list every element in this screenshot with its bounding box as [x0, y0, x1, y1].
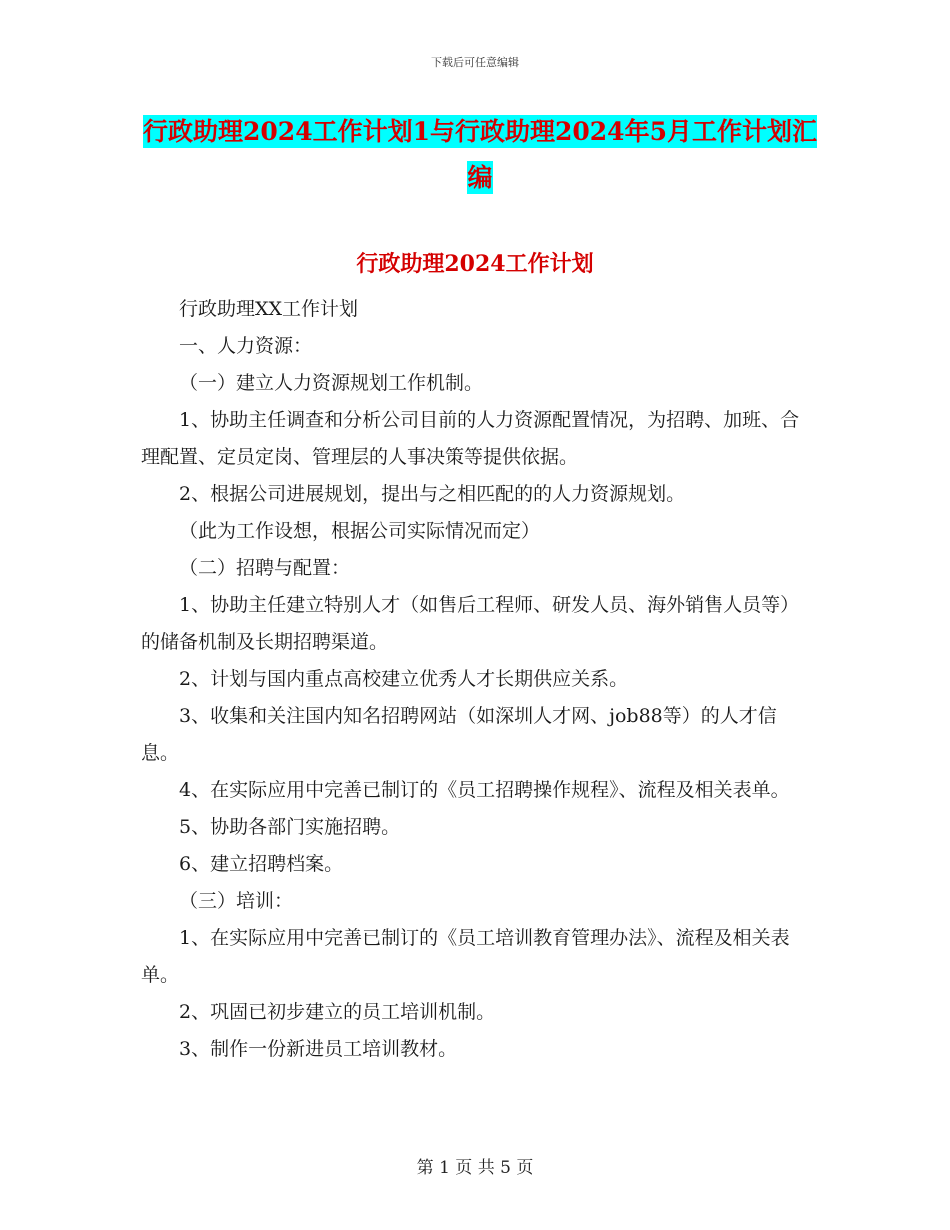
paragraph: （三）培训：: [179, 890, 294, 912]
paragraph: 4、在实际应用中完善已制订的《员工招聘操作规程》、流程及相关表单。: [179, 779, 790, 801]
paragraph: 3、制作一份新进员工培训教材。: [179, 1038, 458, 1060]
header-note: 下载后可任意编辑: [431, 56, 519, 69]
paragraph: 6、建立招聘档案。: [179, 853, 344, 875]
paragraph: 3、收集和关注国内知名招聘网站（如深圳人才网、job88等）的人才信息。: [141, 705, 777, 764]
section-title: 行政助理2024工作计划: [356, 251, 594, 277]
paragraph: 5、协助各部门实施招聘。: [179, 816, 401, 838]
document-title: [140, 109, 820, 201]
document-title-text: 行政助理2024工作计划1与行政助理2024年5月工作计划汇编: [143, 117, 817, 192]
body-text: [141, 291, 811, 1068]
paragraph: （此为工作设想，根据公司实际情况而定）: [179, 520, 541, 542]
paragraph: 2、根据公司进展规划，提出与之相匹配的的人力资源规划。: [179, 483, 686, 505]
paragraph: 2、巩固已初步建立的员工培训机制。: [179, 1001, 496, 1023]
paragraph: （二）招聘与配置：: [179, 557, 351, 579]
paragraph: 1、协助主任调查和分析公司目前的人力资源配置情况，为招聘、加班、合理配置、定员定岗、管理层的人事决策等提供依据。: [141, 409, 800, 468]
paragraph: 1、在实际应用中完善已制订的《员工培训教育管理办法》、流程及相关表单。: [141, 927, 790, 986]
paragraph: 2、计划与国内重点高校建立优秀人才长期供应关系。: [179, 668, 629, 690]
page-number: 第 1 页 共 5 页: [416, 1158, 534, 1178]
paragraph: 1、协助主任建立特别人才（如售后工程师、研发人员、海外销售人员等）的储备机制及长期招聘渠道。: [141, 594, 800, 653]
paragraph: 行政助理XX工作计划: [179, 298, 359, 320]
paragraph: 一、人力资源：: [179, 335, 313, 357]
paragraph: （一）建立人力资源规划工作机制。: [179, 372, 484, 394]
